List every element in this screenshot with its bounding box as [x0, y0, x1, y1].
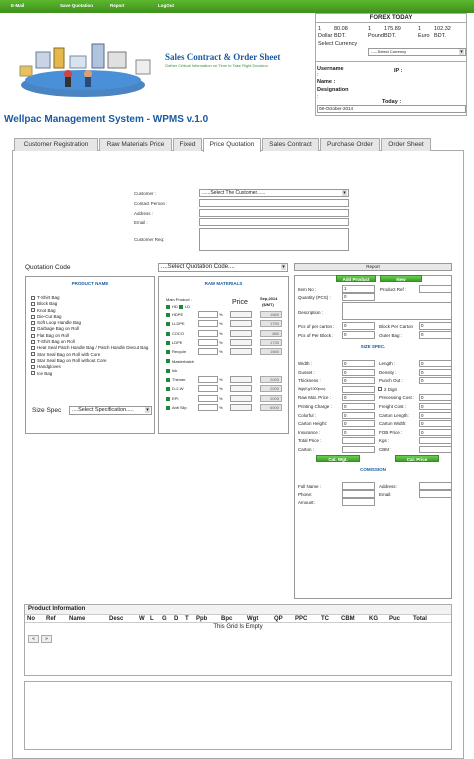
raw-material-label: COCO [172, 330, 184, 336]
forex-euro-unit: Euro [418, 33, 430, 39]
raw-material-price-field[interactable] [230, 385, 252, 392]
grid-col-t[interactable]: T [185, 616, 189, 622]
punch-label: Punch Out : [379, 378, 403, 384]
pcs-per-carton-label: Pcs of per carton : [298, 324, 335, 329]
raw-material-name [166, 331, 184, 336]
percent-sign: % [219, 377, 223, 383]
pcs-per-block-field[interactable]: 0 [342, 331, 375, 339]
raw-material-name [166, 321, 185, 326]
address-label: Address : [134, 211, 154, 216]
raw-material-row [166, 367, 284, 375]
fob-value-field[interactable]: 0 [419, 429, 452, 436]
density-label: Density : [379, 369, 397, 375]
grid-pager [28, 635, 54, 643]
checkbox-icon[interactable] [31, 352, 35, 356]
empty-field[interactable] [419, 437, 452, 444]
product-item-label: T-Shirt Bag on Roll [37, 339, 75, 345]
raw-material-row [166, 330, 284, 338]
grid-col-cbm[interactable]: CBM [341, 616, 355, 622]
tab-bar [12, 138, 464, 151]
quotation-code-label: Quotation Code [25, 264, 71, 271]
nav-email-link[interactable]: E-Mail [11, 3, 25, 8]
freight-label: Freight Cost : [379, 404, 407, 409]
banner-title: Sales Contract & Order Sheet [165, 52, 281, 62]
grid-col-w[interactable]: W [139, 616, 145, 622]
app-title: Wellpac Management System - WPMS v.1.0 [4, 114, 209, 125]
item-no-field[interactable]: 1 [342, 285, 375, 293]
today-field[interactable]: 08-October-2014 [317, 105, 466, 113]
quantity-label: Quantity (PCS) : [298, 295, 331, 300]
product-info-grid [24, 604, 452, 676]
raw-mat-value-field[interactable]: 0 [342, 394, 375, 401]
checkbox-icon[interactable] [31, 296, 35, 300]
product-item-label: Flat Bag on Roll [37, 332, 70, 338]
raw-material-checkbox-icon[interactable] [166, 397, 170, 401]
tab-customer-registration[interactable]: Customer Registration [14, 138, 98, 151]
raw-material-percent-field[interactable] [198, 376, 218, 383]
customer-select[interactable]: ......Select The Customer...... ▾ [199, 189, 349, 197]
raw-material-price-field[interactable] [230, 348, 252, 355]
banner-subtitle: Gather Critical Information on Time to Take Right Decision [165, 63, 268, 68]
price-date-label: Sep,2014 [260, 296, 278, 301]
raw-material-base-price: 1730 [260, 339, 282, 346]
raw-material-label: EPI [172, 395, 179, 401]
checkbox-icon[interactable] [31, 302, 35, 306]
designation-label: Designation [317, 87, 349, 93]
product-item-label: Knot Bag [37, 307, 56, 313]
product-item-label: Die-Cut Bag [37, 313, 62, 319]
phone-field[interactable] [342, 490, 375, 498]
product-item-label: Soft Loop Handle Bag [37, 320, 82, 326]
checkbox-icon[interactable] [31, 334, 35, 338]
raw-material-row [166, 376, 284, 384]
cal-price-button[interactable]: Cal. Price [395, 455, 439, 462]
raw-material-base-price: 1660 [260, 348, 282, 355]
forex-euro-value: 102.32 [434, 26, 451, 32]
forex-dollar-unit: Dollar [318, 33, 333, 39]
raw-material-label: LDPE [172, 339, 183, 345]
raw-material-checkbox-icon[interactable] [166, 369, 170, 373]
product-name-header: PRODUCT NAME [71, 281, 109, 286]
empty-field[interactable] [419, 446, 452, 453]
ip-label: IP : [394, 68, 403, 74]
nav-logout-link[interactable]: LogOut [158, 3, 174, 8]
raw-material-checkbox-icon[interactable] [166, 350, 170, 354]
carton-height-value-field[interactable]: 0 [342, 420, 375, 427]
raw-material-price-field[interactable] [230, 404, 252, 411]
forex-dollar-currency: BDT. [334, 33, 346, 39]
add-product-button[interactable]: Add Product [336, 275, 376, 282]
percent-sign: % [219, 339, 223, 345]
grid-col-ref[interactable]: Ref [46, 616, 56, 622]
percent-sign: % [219, 312, 223, 317]
pcs-per-block-label: Pcs of Per Block : [298, 333, 334, 338]
percent-sign: % [219, 405, 223, 410]
raw-material-price-field[interactable] [230, 320, 252, 327]
description-label: Description : [298, 310, 324, 315]
notes-area[interactable] [24, 681, 452, 750]
density-value-field[interactable]: 0 [419, 369, 452, 376]
currency-select[interactable]: -----Select Currency ▾ [368, 48, 466, 56]
total-price-label: Total Price : [298, 438, 322, 444]
checkbox-icon[interactable] [31, 371, 35, 375]
carton-length-value-field[interactable]: 0 [419, 412, 452, 419]
gusset-value-field[interactable]: 0 [342, 369, 375, 376]
raw-material-price-field[interactable] [230, 311, 252, 318]
forex-pound-qty-block [368, 26, 384, 40]
product-item-label: Block Bag [37, 301, 58, 307]
grid-col-d[interactable]: D [174, 616, 179, 622]
checkbox-icon[interactable] [31, 327, 35, 331]
forex-dollar-qty-block [318, 26, 334, 40]
raw-material-percent-field[interactable] [198, 330, 218, 337]
cbm-label: CBM : [379, 447, 392, 452]
checkbox-icon[interactable] [31, 346, 35, 350]
pager-next-button[interactable]: » [41, 635, 52, 643]
product-ref-field[interactable] [419, 285, 452, 293]
raw-material-checkbox-icon[interactable] [166, 387, 170, 391]
percent-sign: % [219, 321, 223, 327]
raw-material-label: D-2-W [172, 386, 184, 392]
email-field[interactable] [199, 218, 349, 226]
raw-material-name [166, 405, 187, 410]
thickness-label: Thickness : [298, 378, 321, 384]
raw-material-percent-field[interactable] [198, 311, 218, 318]
product-item-label: Garbage Bag on Roll [37, 326, 80, 332]
raw-material-percent-field[interactable] [198, 339, 218, 346]
grid-title: Product Information [25, 605, 451, 614]
raw-material-name [166, 396, 178, 401]
checkbox-icon[interactable] [31, 321, 35, 325]
carton-height-label: Carton Height: [298, 421, 328, 427]
new-button[interactable]: New [380, 275, 422, 282]
insurance-label: Insurance : [298, 429, 321, 435]
raw-materials-header: RAW MATERIALS [204, 281, 243, 286]
raw-material-checkbox-icon[interactable] [166, 313, 170, 317]
percent-sign: % [219, 330, 223, 336]
forex-title: FOREX TODAY [316, 14, 466, 23]
raw-material-label: Recycle [172, 349, 187, 355]
forex-rates [316, 23, 466, 40]
raw-material-name [166, 312, 183, 317]
ld-checkbox-icon[interactable] [179, 305, 183, 309]
raw-material-row [166, 395, 284, 403]
product-item-label: Star Seal Bag on Roll without Core [37, 357, 107, 363]
grid-col-total[interactable]: Total [413, 616, 427, 622]
grid-col-name[interactable]: Name [69, 616, 86, 622]
fob-label: FOB Price : [379, 429, 403, 435]
processing-label: Precessing Cost : [379, 395, 415, 401]
hd-ld-row [166, 304, 190, 309]
currency-select-row [316, 40, 466, 48]
raw-material-checkbox-icon[interactable] [166, 406, 170, 410]
username-value: : [317, 72, 319, 78]
product-item-label: Star Seal Bag on Roll with Core [37, 351, 101, 357]
grid-col-ppb[interactable]: Ppb [196, 616, 208, 622]
tab-order-sheet[interactable]: Order Sheet [381, 138, 431, 151]
raw-material-checkbox-icon[interactable] [166, 341, 170, 345]
pcs-per-carton-field[interactable]: 0 [342, 322, 375, 330]
raw-material-row [166, 339, 284, 347]
comission-email-label: Email: [379, 492, 392, 497]
raw-material-row [166, 320, 284, 328]
length-value-field[interactable]: 0 [419, 360, 452, 367]
customer-label: Customer : [134, 191, 157, 196]
forex-pound-unit: Pound [368, 33, 384, 39]
address-field[interactable] [199, 209, 349, 217]
hd-checkbox-icon[interactable] [166, 305, 170, 309]
quantity-field[interactable]: 0 [342, 293, 375, 301]
description-textarea[interactable] [342, 302, 452, 320]
grid-col-puc[interactable]: Puc [389, 616, 401, 622]
forex-euro-value-block [434, 26, 464, 40]
grid-col-l[interactable]: L [150, 616, 154, 622]
full-name-label: Full Name : [298, 484, 322, 489]
punch-value-field[interactable]: 0 [419, 377, 452, 384]
nav-report-link[interactable]: Report [110, 3, 125, 8]
wgt-label: Wgt(Kg/1000pcs): [298, 386, 327, 391]
tab-raw-materials-price[interactable]: Raw Materials Price [99, 138, 172, 151]
comission-address-label: Address: [379, 484, 397, 489]
raw-material-price-field[interactable] [230, 395, 252, 402]
nav-save-quotation-link[interactable]: Save Quotation [60, 3, 94, 8]
banner-illustration [8, 30, 163, 102]
grid-col-kg[interactable]: KG [369, 616, 378, 622]
kgs-label: Kgs : [379, 438, 390, 444]
contact-person-field[interactable] [199, 199, 349, 207]
digit-label: 2 Digit [384, 386, 397, 392]
product-item-label: T-Shirt Bag [37, 295, 60, 300]
raw-material-percent-field[interactable] [198, 320, 218, 327]
banner [165, 52, 280, 68]
forex-dollar-qty: 1 [318, 26, 322, 32]
freight-value-field[interactable]: 0 [419, 403, 452, 410]
raw-material-name [166, 359, 194, 364]
size-spec-label: Size Spec [32, 407, 62, 414]
product-item-label: Heat Seal Patch Handle Bag / Patch Handle Diecut Bag [37, 345, 149, 351]
raw-material-percent-field[interactable] [198, 348, 218, 355]
amount-label: Amount: [298, 500, 315, 505]
product-item[interactable] [31, 371, 148, 377]
carton-width-value-field[interactable]: 0 [419, 420, 452, 427]
phone-label: Phone: [298, 492, 313, 497]
forex-dollar-value-block [334, 26, 368, 40]
insurance-value-field[interactable]: 0 [342, 429, 375, 436]
raw-material-checkbox-icon[interactable] [166, 378, 170, 382]
block-per-carton-label: Block Per Carton [379, 324, 414, 329]
forex-pound-qty: 1 [368, 26, 372, 32]
forex-euro-qty: 1 [418, 26, 422, 32]
checkbox-icon[interactable] [31, 315, 35, 319]
percent-sign: % [219, 395, 223, 401]
colorful-label: Colorful : [298, 412, 317, 418]
grid-col-qp[interactable]: QP [274, 616, 283, 622]
length-label: Length : [379, 361, 396, 366]
product-ref-label: Product Ref : [380, 287, 407, 292]
raw-material-price-field[interactable] [230, 376, 252, 383]
width-value-field[interactable]: 0 [342, 360, 375, 367]
raw-material-percent-field[interactable] [198, 385, 218, 392]
raw-material-label: LLDPE [172, 321, 185, 327]
gusset-label: Gusset : [298, 369, 315, 375]
forex-pound-currency: BDT. [384, 33, 396, 39]
carton-length-label: Carton Length: [379, 412, 409, 418]
raw-material-base-price: 2000 [260, 385, 282, 392]
block-per-carton-field[interactable]: 0 [419, 322, 452, 330]
raw-material-base-price: 6000 [260, 404, 282, 411]
checkbox-icon[interactable] [31, 359, 35, 363]
currency-select-label: Select Currency [318, 41, 358, 47]
forex-euro-qty-block [418, 26, 434, 40]
grid-col-wgt[interactable]: Wgt [247, 616, 259, 622]
tab-price-quotation[interactable]: Price Quotation [203, 138, 261, 152]
comission-email-field[interactable] [419, 490, 452, 498]
raw-material-label: HDPE [172, 312, 184, 317]
colorful-value-field[interactable]: 0 [342, 412, 375, 419]
grid-col-bpc[interactable]: Bpc [221, 616, 233, 622]
checkbox-icon[interactable] [31, 308, 35, 312]
comission-header: COMISSION [360, 467, 386, 472]
carton-width-label: Carton Width: [379, 421, 407, 427]
raw-material-price-field[interactable] [230, 330, 252, 337]
full-name-field[interactable] [342, 482, 375, 490]
cal-wgt-button[interactable]: Cal. Wgt. [316, 455, 360, 462]
forex-pound-value: 175.89 [384, 26, 401, 32]
raw-mat-label: Raw Mat. Price : [298, 395, 332, 401]
amount-field[interactable] [342, 498, 375, 506]
outer-bag-field[interactable]: 0 [419, 331, 452, 339]
raw-material-price-field[interactable] [230, 339, 252, 346]
top-nav-bar [0, 0, 474, 13]
raw-material-row [166, 311, 284, 319]
raw-material-name [166, 349, 186, 354]
width-label: Width : [298, 361, 313, 366]
today-row [316, 99, 466, 115]
forex-euro-currency: BDT. [434, 33, 446, 39]
grid-col-no[interactable]: No [27, 616, 35, 622]
comission-address-field[interactable] [419, 482, 452, 490]
raw-material-base-price: 1750 [260, 320, 282, 327]
raw-material-label: Ink [172, 367, 178, 373]
raw-material-label: Masterbatch [172, 358, 195, 364]
designation-value: : [317, 94, 319, 100]
tab-fixed[interactable]: Fixed [173, 138, 202, 151]
forex-panel [315, 13, 467, 116]
raw-material-percent-field[interactable] [198, 404, 218, 411]
grid-col-tc[interactable]: TC [321, 616, 329, 622]
tab-sales-contract[interactable]: Sales Contract [262, 138, 319, 151]
percent-sign: % [219, 349, 223, 355]
raw-material-name [166, 368, 177, 373]
raw-material-name [166, 386, 184, 391]
product-list [31, 295, 148, 377]
quotation-code-select[interactable]: ....Select Quotation Code.... ▾ [158, 263, 288, 272]
customer-req-label: Customer Req: [134, 237, 165, 242]
name-label: Name : [317, 79, 336, 85]
printing-value-field[interactable]: 0 [342, 403, 375, 410]
raw-material-base-price: 1660 [260, 311, 282, 318]
raw-material-row [166, 404, 284, 412]
raw-material-name [166, 377, 186, 382]
pager-prev-button[interactable]: « [28, 635, 39, 643]
grid-col-desc[interactable]: Desc [109, 616, 124, 622]
carton-label: Carton : [298, 447, 315, 452]
raw-material-row [166, 348, 284, 356]
raw-material-base-price: 2000 [260, 395, 282, 402]
raw-material-name [166, 340, 182, 345]
grid-empty-message: This Grid Is Empty [213, 624, 263, 630]
two-digit-checkbox-icon[interactable] [378, 387, 382, 391]
user-info [316, 61, 466, 99]
item-no-label: Item No : [298, 287, 317, 292]
size-spec-header: SIZE SPEC. [360, 344, 386, 349]
report-button[interactable]: Report [294, 263, 452, 271]
tab-purchase-order[interactable]: Purchase Order [320, 138, 380, 151]
grid-column-headers [25, 614, 451, 623]
hd-label: HD [172, 304, 178, 309]
main-product-label: Main Product : [166, 297, 192, 302]
customer-req-textarea[interactable] [199, 228, 349, 251]
grid-col-g[interactable]: G [162, 616, 167, 622]
raw-material-base-price: 2000 [260, 376, 282, 383]
checkbox-icon[interactable] [31, 340, 35, 344]
price-unit-label: ($/MT) [262, 302, 274, 307]
raw-material-label: Thinner [172, 377, 186, 383]
raw-material-checkbox-icon[interactable] [166, 322, 170, 326]
product-item-label: Ice Bag [37, 370, 53, 376]
percent-sign: % [219, 386, 223, 392]
raw-material-percent-field[interactable] [198, 395, 218, 402]
raw-material-row [166, 358, 284, 366]
forex-dollar-value: 80.08 [334, 26, 348, 32]
empty-field[interactable] [342, 446, 375, 453]
raw-material-checkbox-icon[interactable] [166, 359, 170, 363]
username-label: Username [317, 66, 344, 72]
forex-pound-value-block [384, 26, 418, 40]
thickness-value-field[interactable]: 0 [342, 377, 375, 384]
contact-person-label: Contact Person : [134, 201, 168, 206]
empty-field[interactable] [342, 437, 375, 444]
raw-material-row [166, 385, 284, 393]
grid-col-ppc[interactable]: PPC [295, 616, 308, 622]
currency-select-wrap [316, 48, 466, 57]
product-item-label: Handgloves [37, 364, 61, 370]
empty-field[interactable] [342, 386, 375, 393]
raw-material-label: Anti Slip [172, 405, 187, 410]
size-spec-select[interactable]: ....Select Specification..... ▾ [69, 406, 152, 415]
email-label: Email : [134, 220, 148, 225]
today-label: Today : [382, 99, 402, 105]
price-label: Price [232, 299, 248, 306]
raw-material-checkbox-icon[interactable] [166, 332, 170, 336]
processing-value-field[interactable]: 0 [419, 394, 452, 401]
checkbox-icon[interactable] [31, 365, 35, 369]
ld-label: LD [184, 304, 191, 309]
outer-bag-label: Outer Bag : [379, 333, 403, 338]
printing-label: Printing Charge : [298, 404, 332, 409]
raw-material-base-price: 880 [260, 330, 282, 337]
